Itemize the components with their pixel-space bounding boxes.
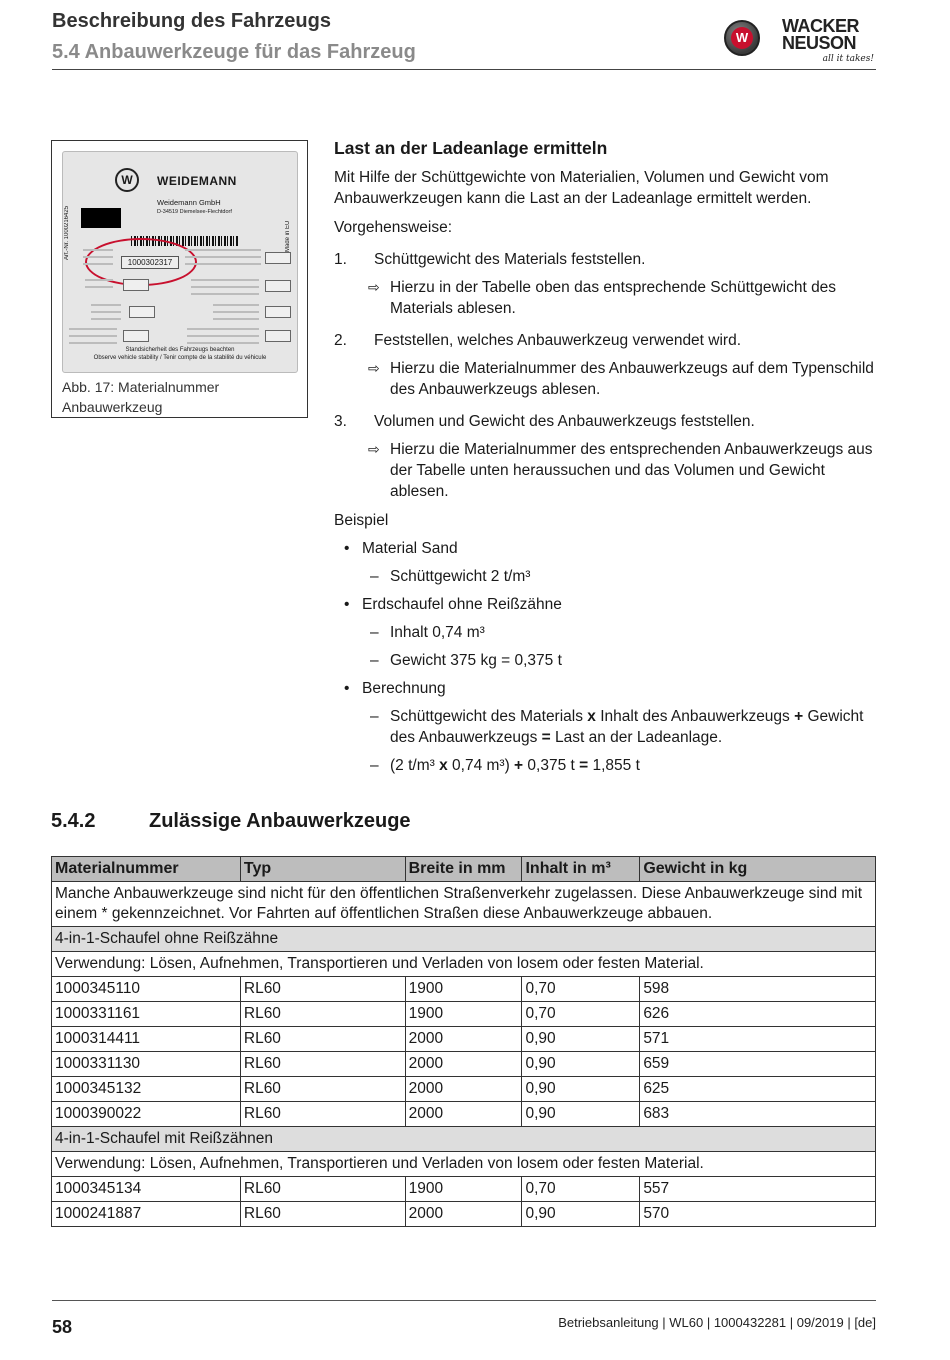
table-row: 1000241887 RL60 2000 0,90 570 bbox=[52, 1202, 876, 1227]
step-1-result: ⇨ Hierzu in der Tabelle oben das entsprechende Schüttgewicht des Materials ablesen. bbox=[368, 279, 837, 317]
list-subitem: – Gewicht 375 kg = 0,375 t bbox=[370, 652, 562, 669]
bullet-icon: • bbox=[344, 596, 350, 613]
step-2-result: ⇨ Hierzu die Materialnummer des Anbauwerkzeugs auf dem Typenschild des Anbauwerkzeugs ablesen. bbox=[368, 360, 874, 398]
section-heading: Last an der Ladeanlage ermitteln bbox=[334, 138, 608, 158]
column-header: Typ bbox=[240, 857, 405, 882]
table-note-row: Manche Anbauwerkzeuge sind nicht für den öffentlichen Straßenverkehr zugelassen. Diese Anbauwerkzeuge sind mit einem * gekennzeichnet. Vor Fahrten auf öffentlichen Straßen diese Anbauwerkzeuge abbauen. bbox=[52, 882, 876, 927]
plate-field-box bbox=[129, 306, 155, 318]
table-row: 1000345110 RL60 1900 0,70 598 bbox=[52, 977, 876, 1002]
plate-field-box bbox=[265, 306, 291, 318]
section-title: Zulässige Anbauwerkzeuge bbox=[149, 810, 411, 832]
table-usage-row: Verwendung: Lösen, Aufnehmen, Transportieren und Verladen von losem oder festen Material. bbox=[52, 1152, 876, 1177]
formula-line: – Schüttgewicht des Materials x Inhalt des Anbauwerkzeugs + Gewicht des Anbauwerkzeugs = Last an der Ladeanlage. bbox=[370, 708, 864, 746]
column-header: Breite in mm bbox=[405, 857, 522, 882]
plate-redacted-block bbox=[81, 208, 121, 228]
plate-field-box bbox=[123, 330, 149, 342]
plate-address: D-34519 Diemelsee-Flechtdorf bbox=[157, 209, 232, 215]
plate-footer: Standsicherheit des Fahrzeugs beachten Observe vehicle stability / Tenir compte de la stabilité du véhicule bbox=[93, 347, 267, 361]
list-subitem: – Schüttgewicht 2 t/m³ bbox=[370, 568, 531, 585]
step-3: 3. Volumen und Gewicht des Anbauwerkzeugs feststellen. bbox=[334, 413, 755, 430]
section-number: 5.4.2 bbox=[51, 810, 96, 832]
intro-paragraph: Mit Hilfe der Schüttgewichte von Materialien, Volumen und Gewicht vom Anbauwerkzeugen kann die Last an der Ladeanlage ermittelt werden. bbox=[334, 169, 829, 207]
weidemann-logo-icon: W bbox=[115, 168, 139, 192]
calculation-line: – (2 t/m³ x 0,74 m³) + 0,375 t = 1,855 t bbox=[370, 757, 640, 774]
logo-wordmark: WACKER NEUSON bbox=[782, 16, 859, 53]
plate-field-box bbox=[265, 252, 291, 264]
plate-made-in: Made in EU bbox=[285, 220, 291, 252]
table-group-row: 4-in-1-Schaufel mit Reißzähnen bbox=[52, 1127, 876, 1152]
procedure-label: Vorgehensweise: bbox=[334, 219, 453, 236]
wacker-neuson-logo-icon: W bbox=[724, 20, 760, 56]
plate-company: Weidemann GmbH bbox=[157, 198, 221, 207]
plate-field-box bbox=[265, 330, 291, 342]
table-row: 1000331161 RL60 1900 0,70 626 bbox=[52, 1002, 876, 1027]
table-usage-row: Verwendung: Lösen, Aufnehmen, Transportieren und Verladen von losem oder festen Material. bbox=[52, 952, 876, 977]
table-row: 1000345132 RL60 2000 0,90 625 bbox=[52, 1077, 876, 1102]
plate-art-nr: Art.-Nr. 1000216425 bbox=[64, 205, 70, 260]
result-arrow-icon: ⇨ bbox=[368, 360, 380, 376]
chapter-title: Beschreibung des Fahrzeugs bbox=[52, 10, 331, 32]
document-info: Betriebsanleitung | WL60 | 1000432281 | 09/2019 | [de] bbox=[558, 1315, 876, 1330]
page-number: 58 bbox=[52, 1317, 73, 1337]
column-header: Materialnummer bbox=[52, 857, 241, 882]
attachments-table bbox=[51, 856, 876, 1227]
type-plate-image bbox=[62, 151, 298, 373]
list-item: • Berechnung bbox=[344, 680, 446, 697]
step-3-result: ⇨ Hierzu die Materialnummer des entsprechenden Anbauwerkzeugs aus der Tabelle unten heraussuchen und das Volumen und Gewicht ablesen. bbox=[368, 441, 873, 500]
list-item: • Material Sand bbox=[344, 540, 458, 557]
result-arrow-icon: ⇨ bbox=[368, 441, 380, 457]
plate-model-number: 1000302317 bbox=[121, 256, 179, 269]
table-group-row: 4-in-1-Schaufel ohne Reißzähne bbox=[52, 927, 876, 952]
section-heading-542 bbox=[51, 810, 411, 833]
step-2: 2. Feststellen, welches Anbauwerkzeug verwendet wird. bbox=[334, 332, 742, 349]
example-label: Beispiel bbox=[334, 512, 389, 529]
page-footer bbox=[52, 1300, 876, 1337]
page-header bbox=[52, 10, 876, 70]
table-row: 1000345134 RL60 1900 0,70 557 bbox=[52, 1177, 876, 1202]
plate-brand: WEIDEMANN bbox=[157, 174, 237, 188]
bullet-icon: • bbox=[344, 680, 350, 697]
table-row: 1000314411 RL60 2000 0,90 571 bbox=[52, 1027, 876, 1052]
brand-logo bbox=[724, 16, 876, 66]
figure-caption: Abb. 17: Materialnummer Anbauwerkzeug bbox=[62, 379, 220, 415]
table-row: 1000331130 RL60 2000 0,90 659 bbox=[52, 1052, 876, 1077]
column-header: Inhalt in m³ bbox=[522, 857, 640, 882]
table-header-row bbox=[52, 857, 876, 882]
table-row: 1000390022 RL60 2000 0,90 683 bbox=[52, 1102, 876, 1127]
load-calculation-section bbox=[334, 138, 879, 776]
plate-field-box bbox=[265, 280, 291, 292]
logo-slogan: all it takes! bbox=[822, 54, 874, 64]
column-header: Gewicht in kg bbox=[640, 857, 876, 882]
plate-field-box bbox=[123, 279, 149, 291]
step-1: 1. Schüttgewicht des Materials feststellen. bbox=[334, 251, 646, 268]
bullet-icon: • bbox=[344, 540, 350, 557]
list-item: • Erdschaufel ohne Reißzähne bbox=[344, 596, 562, 613]
section-subtitle: 5.4 Anbauwerkzeuge für das Fahrzeug bbox=[52, 41, 416, 63]
result-arrow-icon: ⇨ bbox=[368, 279, 380, 295]
figure-type-plate bbox=[51, 140, 308, 418]
list-subitem: – Inhalt 0,74 m³ bbox=[370, 624, 485, 641]
